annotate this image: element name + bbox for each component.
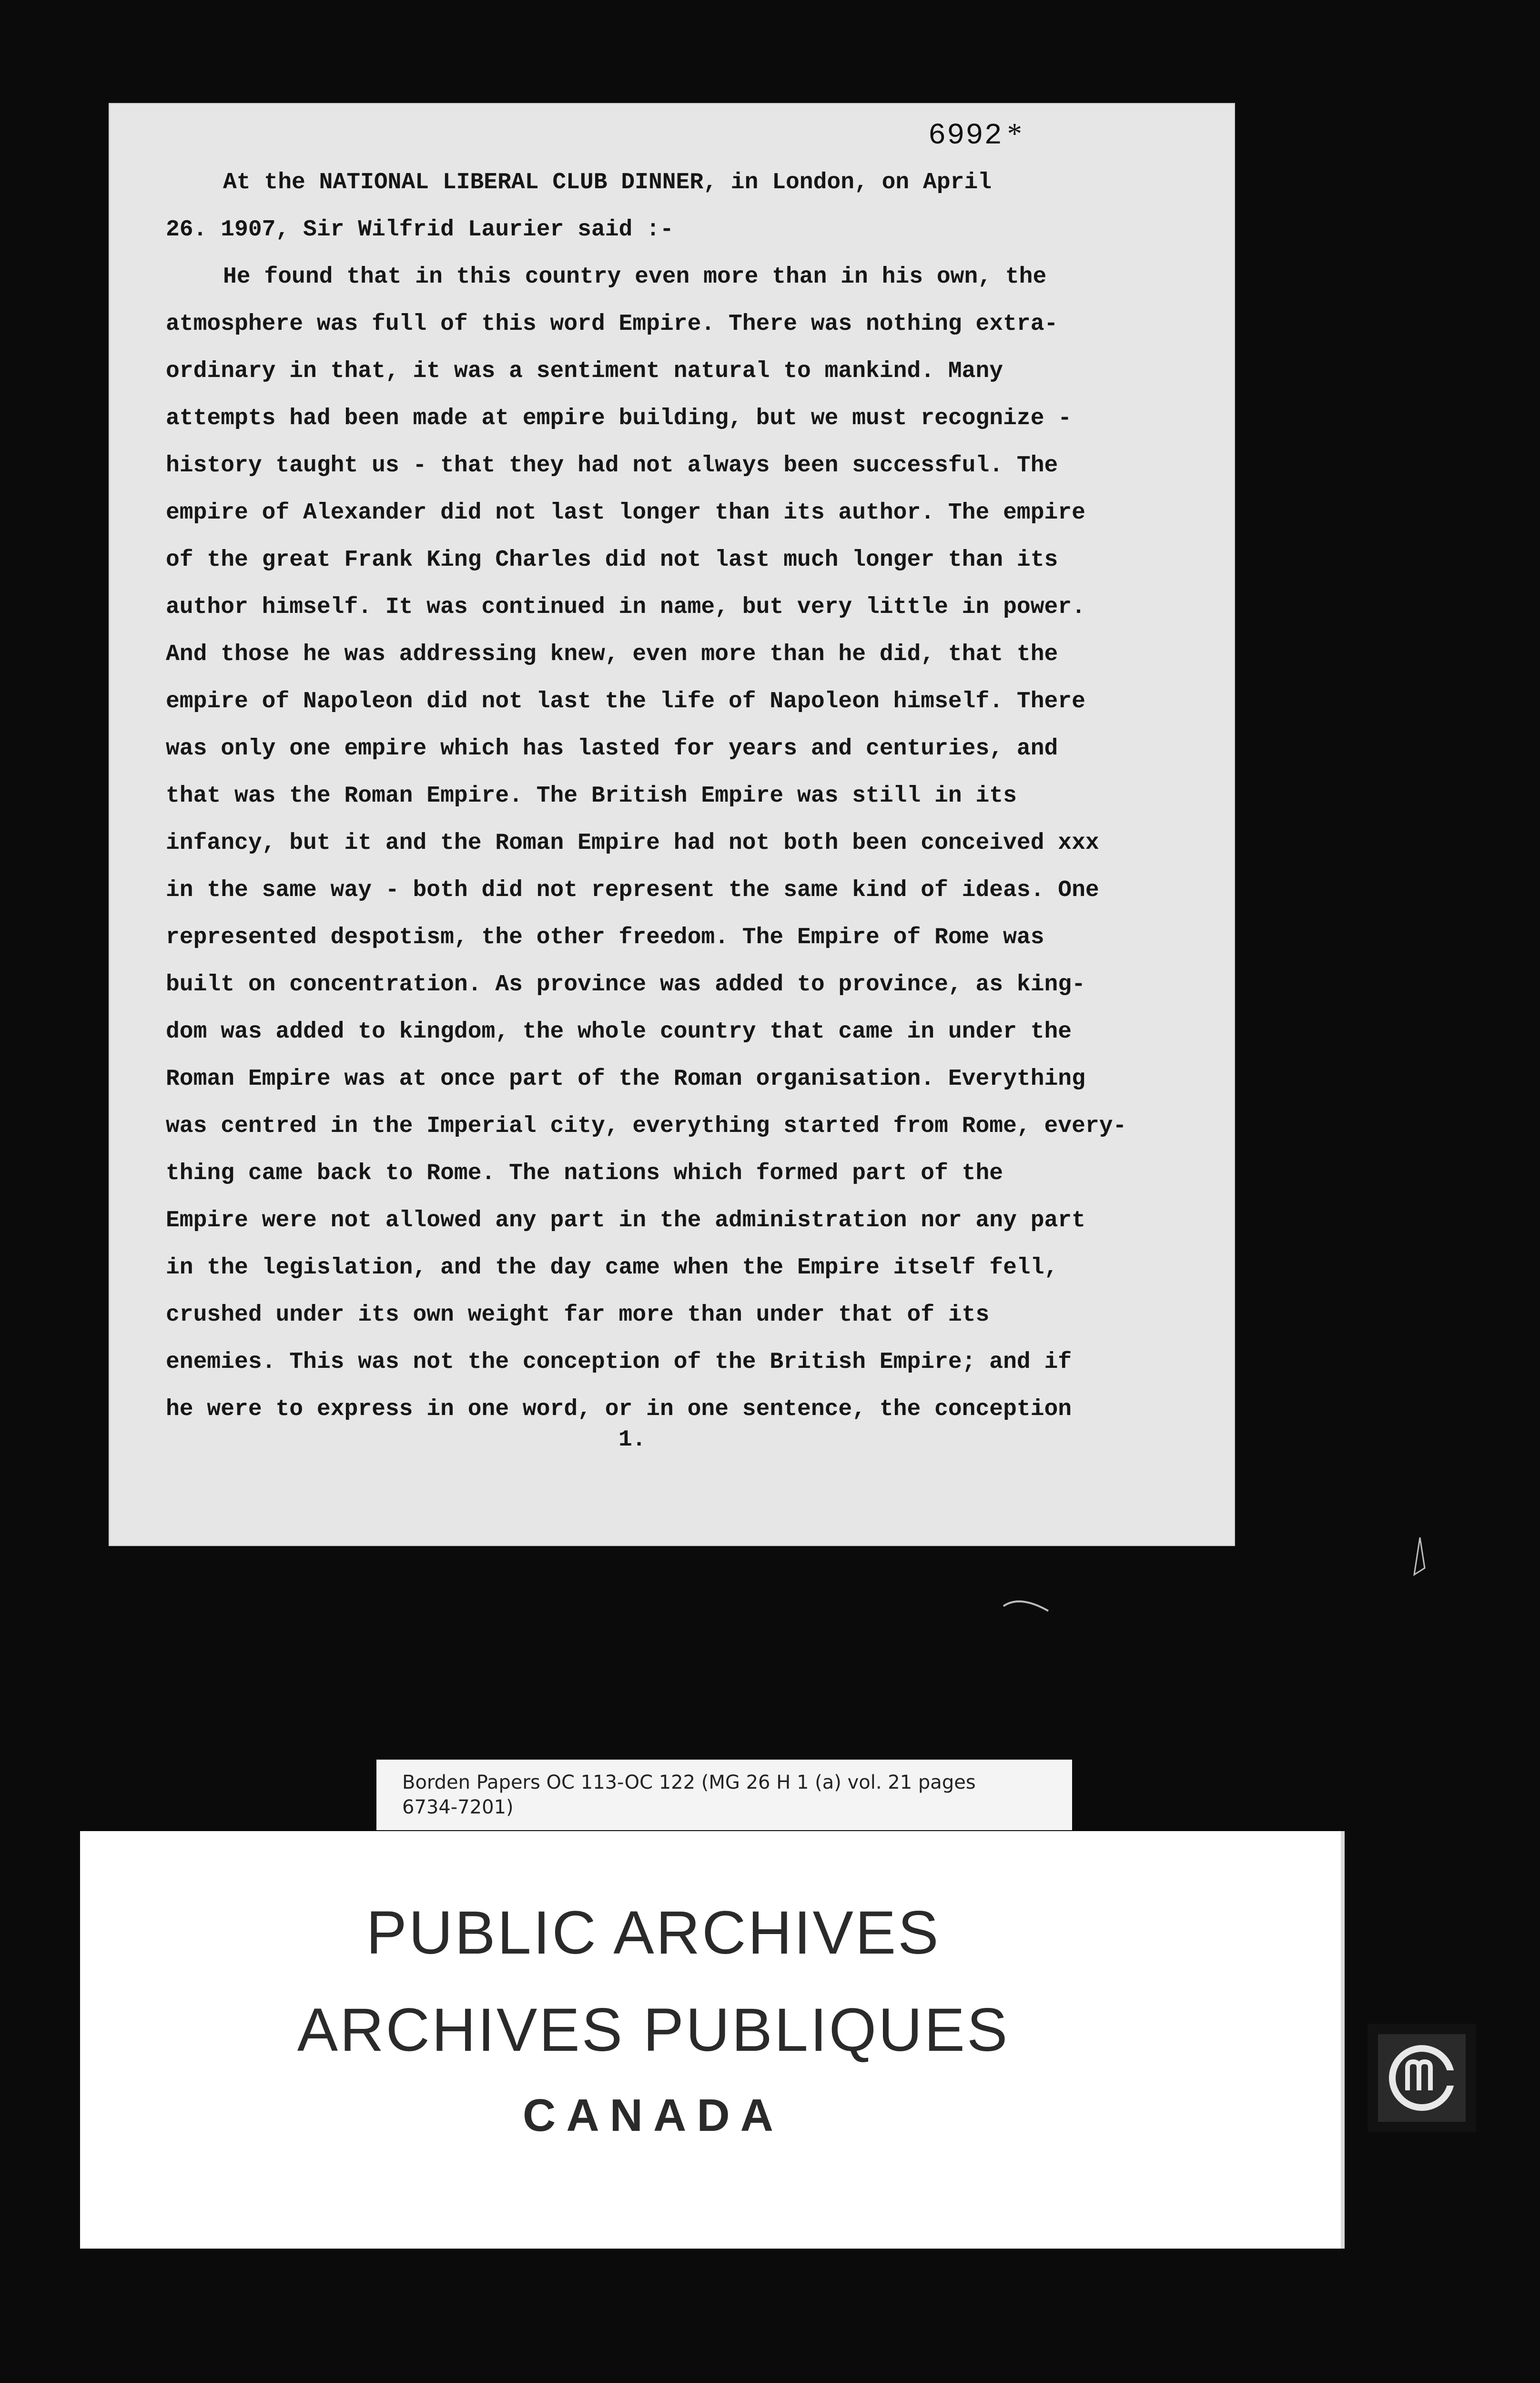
- scratch-mark: [1001, 1592, 1053, 1620]
- archive-title-english: PUBLIC ARCHIVES: [366, 1899, 941, 1967]
- text-line: he were to express in one word, or in one sentence, the conception: [166, 1396, 1072, 1422]
- text-line: was centred in the Imperial city, everything started from Rome, every-: [166, 1113, 1127, 1139]
- catalog-line: 6734-7201): [402, 1796, 514, 1818]
- text-line: enemies. This was not the conception of the British Empire; and if: [166, 1349, 1072, 1375]
- page-number-mark: *: [1005, 118, 1022, 150]
- archive-card: [80, 1831, 1345, 2249]
- catalog-reference-label: [376, 1760, 1072, 1830]
- typed-document-page: [109, 103, 1235, 1546]
- text-line: crushed under its own weight far more than under that of its: [166, 1302, 990, 1328]
- text-line: history taught us - that they had not always been successful. The: [166, 453, 1058, 479]
- text-line: in the legislation, and the day came when the Empire itself fell,: [166, 1255, 1058, 1281]
- text-line: attempts had been made at empire building, but we must recognize -: [166, 406, 1072, 431]
- text-line: He found that in this country even more than in his own, the: [223, 264, 1047, 290]
- text-line: empire of Napoleon did not last the life of Napoleon himself. There: [166, 689, 1085, 714]
- text-line: was only one empire which has lasted for years and centuries, and: [166, 736, 1058, 762]
- document-body: [166, 159, 1209, 1433]
- text-line: Roman Empire was at once part of the Roman organisation. Everything: [166, 1066, 1085, 1092]
- archive-title-french: ARCHIVES PUBLIQUES: [297, 1996, 1010, 2064]
- folio-number: 1.: [618, 1427, 646, 1453]
- page-number: [928, 117, 1022, 153]
- text-line: Empire were not allowed any part in the administration nor any part: [166, 1208, 1085, 1233]
- text-line: At the NATIONAL LIBERAL CLUB DINNER, in London, on April: [223, 170, 992, 195]
- text-line: author himself. It was continued in name, but very little in power.: [166, 594, 1085, 620]
- text-line: empire of Alexander did not last longer than its author. The empire: [166, 500, 1085, 526]
- text-line: atmosphere was full of this word Empire. There was nothing extra-: [166, 311, 1058, 337]
- archive-country: CANADA: [523, 2090, 784, 2141]
- text-line: represented despotism, the other freedom. The Empire of Rome was: [166, 925, 1044, 950]
- text-line: infancy, but it and the Roman Empire had not both been conceived xxx: [166, 830, 1099, 856]
- text-line: 26. 1907, Sir Wilfrid Laurier said :-: [166, 217, 674, 243]
- text-line: thing came back to Rome. The nations which formed part of the: [166, 1161, 1003, 1186]
- microfilm-seal-icon: [1368, 2024, 1476, 2132]
- text-line: that was the Roman Empire. The British Empire was still in its: [166, 783, 1017, 809]
- text-line: in the same way - both did not represent the same kind of ideas. One: [166, 877, 1099, 903]
- text-line: built on concentration. As province was added to province, as king-: [166, 972, 1085, 998]
- text-line: ordinary in that, it was a sentiment natural to mankind. Many: [166, 358, 1003, 384]
- text-line: dom was added to kingdom, the whole country that came in under the: [166, 1019, 1072, 1045]
- page-number-value: 6992: [928, 119, 1003, 153]
- text-line: of the great Frank King Charles did not last much longer than its: [166, 547, 1058, 573]
- text-line: And those he was addressing knew, even more than he did, that the: [166, 642, 1058, 667]
- scratch-mark: [1410, 1535, 1429, 1578]
- catalog-line: Borden Papers OC 113-OC 122 (MG 26 H 1 (a) vol. 21 pages: [402, 1772, 976, 1793]
